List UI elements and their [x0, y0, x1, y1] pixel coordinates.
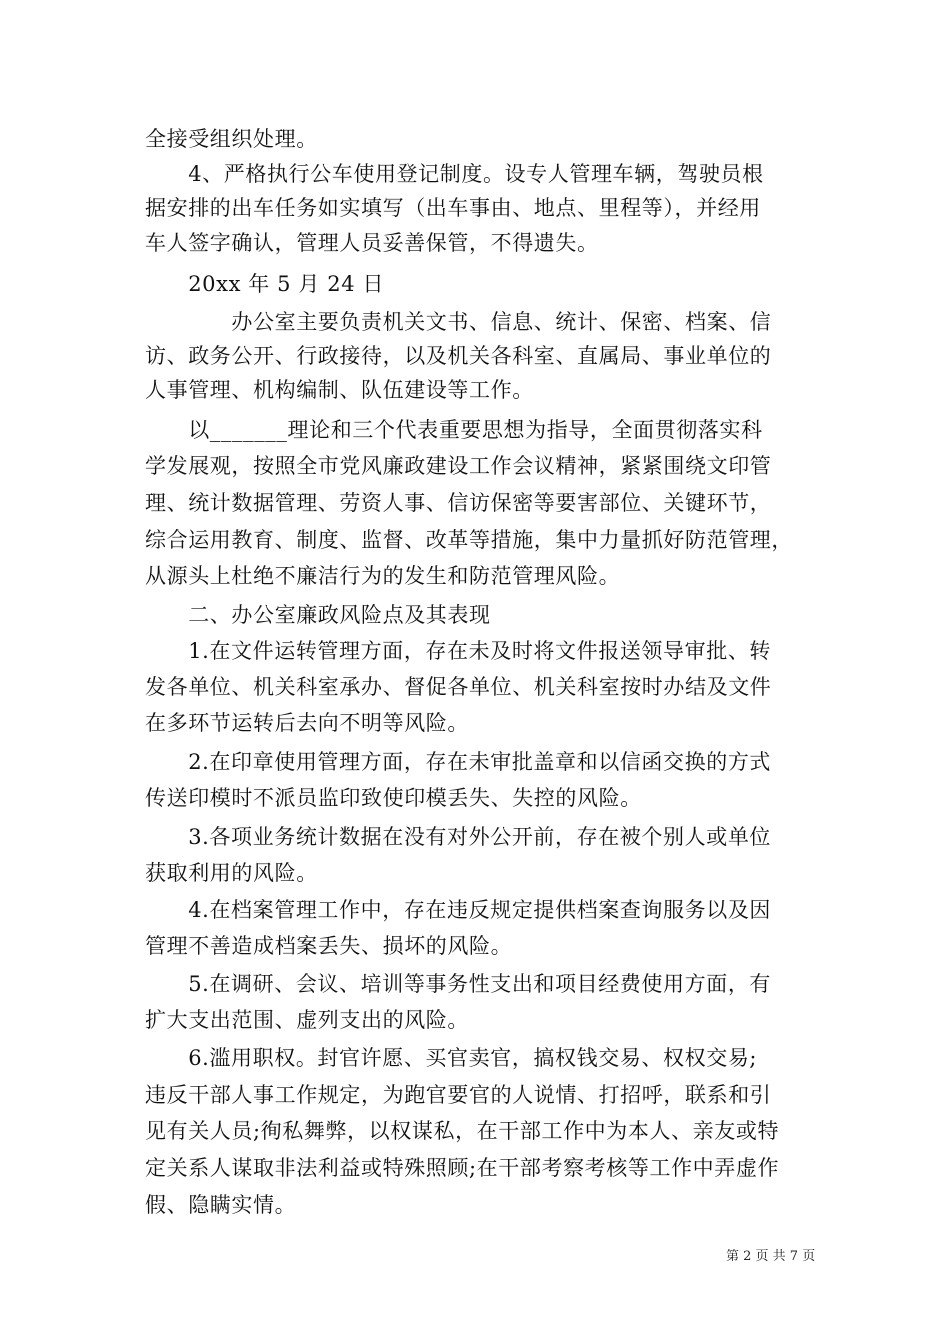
text-line: 1.在文件运转管理方面，存在未及时将文件报送领导审批、转: [145, 639, 772, 663]
text-line: 在多环节运转后去向不明等风险。: [145, 711, 469, 735]
text-line: 传送印模时不派员监印致使印模丢失、失控的风险。: [145, 786, 642, 810]
text-line: 据安排的出车任务如实填写（出车事由、地点、里程等），并经用: [145, 196, 761, 220]
text-line: 获取利用的风险。: [145, 861, 318, 885]
text-line: 车人签字确认，管理人员妥善保管，不得遗失。: [145, 231, 599, 255]
text-line: 学发展观，按照全市党风廉政建设工作会议精神，紧紧围绕文印管: [145, 454, 772, 478]
text-line: 综合运用教育、制度、监督、改革等措施，集中力量抓好防范管理，: [145, 528, 793, 552]
date-line: 20xx 年 5 月 24 日: [145, 272, 385, 296]
text-line: 2.在印章使用管理方面，存在未审批盖章和以信函交换的方式: [145, 750, 772, 774]
text-line: 3.各项业务统计数据在没有对外公开前，存在被个别人或单位: [145, 825, 772, 849]
text-line: 办公室主要负责机关文书、信息、统计、保密、档案、信: [145, 310, 772, 334]
text-line: 扩大支出范围、虚列支出的风险。: [145, 1008, 469, 1032]
text-line: 6.滥用职权。封官许愿、买官卖官，搞权钱交易、权权交易;: [145, 1046, 758, 1070]
section-heading: 二、办公室廉政风险点及其表现: [145, 603, 491, 627]
text-line: 发各单位、机关科室承办、督促各单位、机关科室按时办结及文件: [145, 675, 772, 699]
text-line: 全接受组织处理。: [145, 127, 318, 151]
text-line: 人事管理、机构编制、队伍建设等工作。: [145, 378, 534, 402]
text-line: 管理不善造成档案丢失、损坏的风险。: [145, 934, 513, 958]
text-line: 4.在档案管理工作中，存在违反规定提供档案查询服务以及因: [145, 898, 772, 922]
text-line: 以_______理论和三个代表重要思想为指导，全面贯彻落实科: [145, 418, 763, 442]
text-line: 理、统计数据管理、劳资人事、信访保密等要害部位、关键环节，: [145, 491, 772, 515]
text-line: 违反干部人事工作规定，为跑官要官的人说情、打招呼，联系和引: [145, 1083, 772, 1107]
text-line: 见有关人员;徇私舞弊，以权谋私，在干部工作中为本人、亲友或特: [145, 1119, 780, 1143]
text-line: 4、严格执行公车使用登记制度。设专人管理车辆，驾驶员根: [145, 162, 764, 186]
text-line: 假、隐瞒实情。: [145, 1193, 297, 1217]
text-line: 定关系人谋取非法利益或特殊照顾;在干部考察考核等工作中弄虚作: [145, 1156, 780, 1180]
page-number: 第 2 页 共 7 页: [726, 1249, 816, 1264]
text-line: 从源头上杜绝不廉洁行为的发生和防范管理风险。: [145, 564, 621, 588]
text-line: 访、政务公开、行政接待，以及机关各科室、直属局、事业单位的: [145, 344, 772, 368]
text-line: 5.在调研、会议、培训等事务性支出和项目经费使用方面，有: [145, 972, 772, 996]
